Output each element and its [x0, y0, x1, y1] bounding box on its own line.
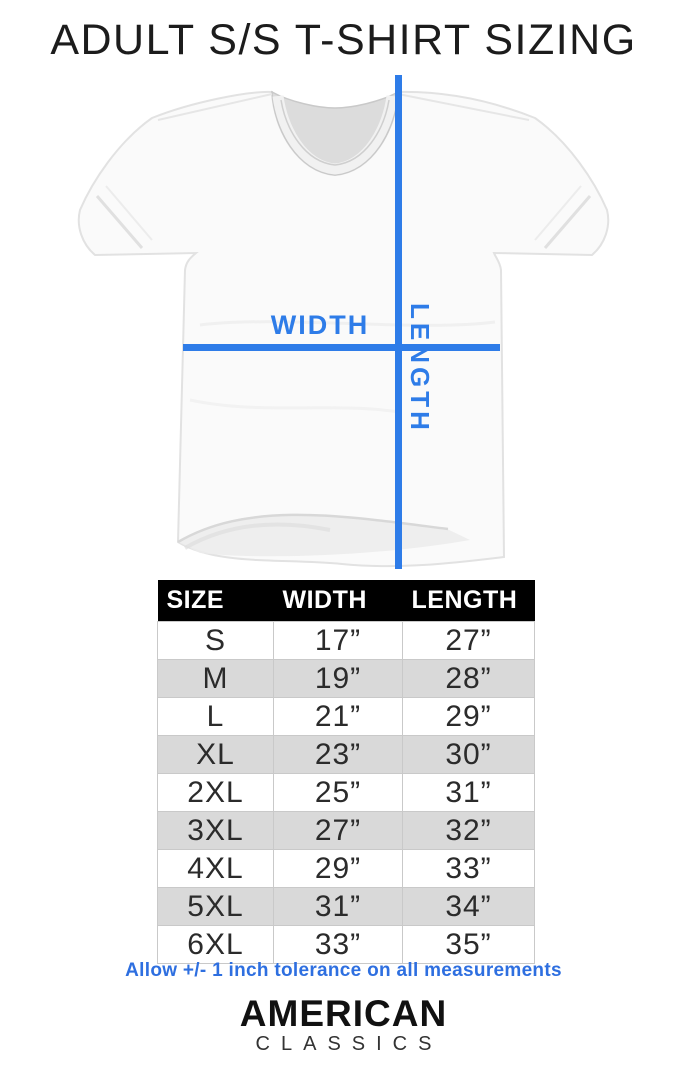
- cell-size: 4XL: [158, 850, 274, 888]
- brand-name-american: AMERICAN: [239, 993, 448, 1034]
- cell-width: 33”: [274, 926, 403, 964]
- header-size: SIZE: [158, 580, 274, 622]
- cell-width: 19”: [274, 660, 403, 698]
- cell-size: S: [158, 622, 274, 660]
- cell-length: 27”: [403, 622, 535, 660]
- header-length: LENGTH: [403, 580, 535, 622]
- table-row: [158, 850, 535, 888]
- width-label: WIDTH: [270, 310, 370, 340]
- cell-size: XL: [158, 736, 274, 774]
- cell-size: M: [158, 660, 274, 698]
- cell-width: 31”: [274, 888, 403, 926]
- cell-size: 6XL: [158, 926, 274, 964]
- width-measure-line: [183, 344, 500, 351]
- brand-logo: [0, 995, 687, 1054]
- tolerance-note: Allow +/- 1 inch tolerance on all measurements: [125, 960, 562, 981]
- cell-width: 21”: [274, 698, 403, 736]
- cell-length: 35”: [403, 926, 535, 964]
- brand-name-classics: CLASSICS: [255, 1033, 443, 1055]
- size-table: [157, 580, 535, 964]
- cell-length: 28”: [403, 660, 535, 698]
- cell-width: 25”: [274, 774, 403, 812]
- cell-size: L: [158, 698, 274, 736]
- cell-length: 31”: [403, 774, 535, 812]
- table-row: [158, 926, 535, 964]
- cell-length: 32”: [403, 812, 535, 850]
- cell-length: 34”: [403, 888, 535, 926]
- table-row: [158, 660, 535, 698]
- cell-width: 29”: [274, 850, 403, 888]
- cell-size: 3XL: [158, 812, 274, 850]
- header-width: WIDTH: [274, 580, 403, 622]
- table-row: [158, 888, 535, 926]
- table-row: [158, 774, 535, 812]
- length-label: LENGTH: [405, 303, 435, 434]
- cell-width: 23”: [274, 736, 403, 774]
- table-row: [158, 622, 535, 660]
- cell-width: 27”: [274, 812, 403, 850]
- table-header-row: [158, 580, 535, 622]
- table-row: [158, 812, 535, 850]
- table-row: [158, 736, 535, 774]
- cell-size: 5XL: [158, 888, 274, 926]
- cell-length: 33”: [403, 850, 535, 888]
- tshirt-diagram: [0, 70, 687, 582]
- cell-width: 17”: [274, 622, 403, 660]
- cell-length: 29”: [403, 698, 535, 736]
- cell-length: 30”: [403, 736, 535, 774]
- page-title: ADULT S/S T-SHIRT SIZING: [50, 16, 637, 64]
- table-row: [158, 698, 535, 736]
- cell-size: 2XL: [158, 774, 274, 812]
